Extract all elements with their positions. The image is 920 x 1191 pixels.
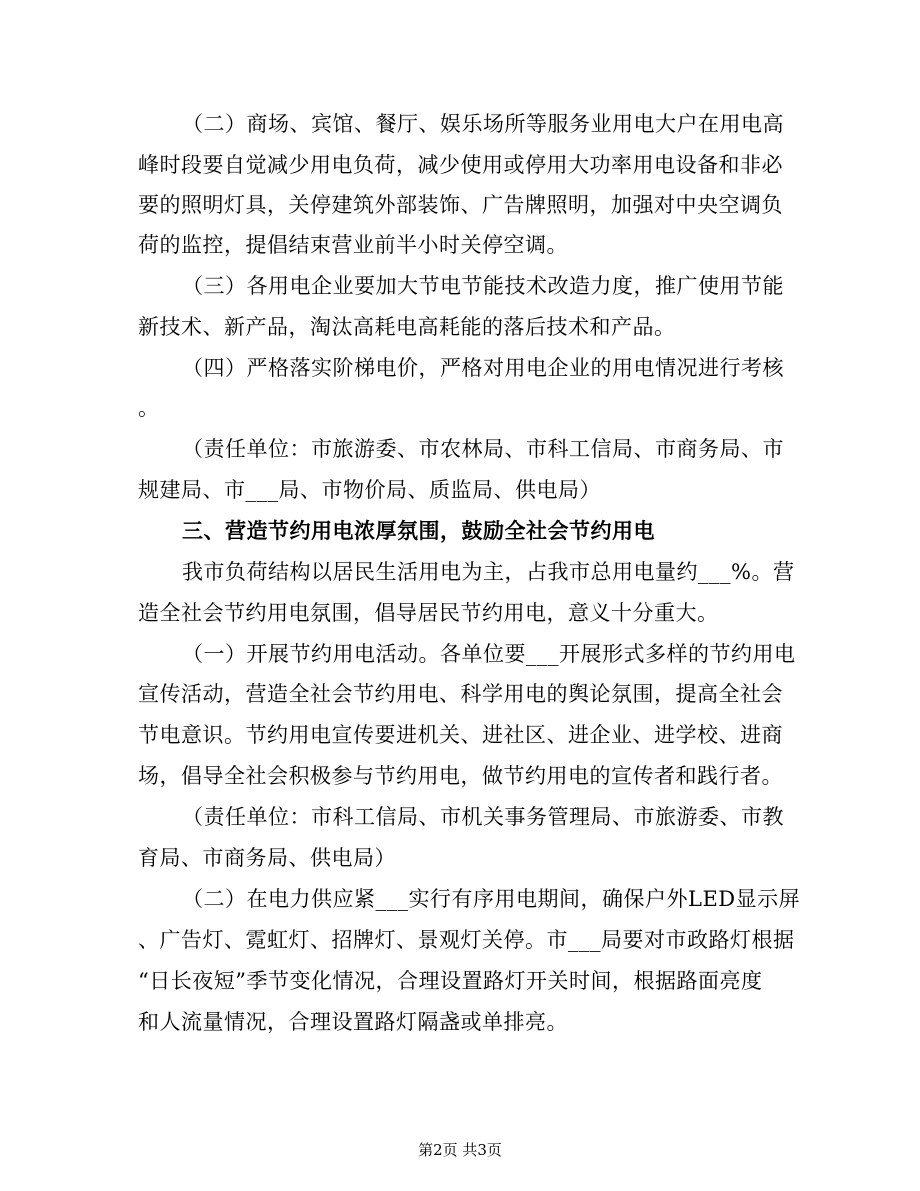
responsibility-line-2: 规建局、市___局、市物价局、质监局、供电局） — [138, 478, 601, 502]
paragraph-4-line-1: （四）严格落实阶梯电价，严格对用电企业的用电情况进行考核 — [182, 356, 784, 380]
activity-line-4: 场，倡导全社会积极参与节约用电，做节约用电的宣传者和践行者。 — [138, 764, 783, 788]
paragraph-3-line-1: （三）各用电企业要加大节电节能技术改造力度，推广使用节能 — [182, 274, 784, 298]
responsibility-2-line-1: （责任单位：市科工信局、市机关事务管理局、市旅游委、市教 — [182, 805, 784, 829]
responsibility-line-1: （责任单位：市旅游委、市农林局、市科工信局、市商务局、市 — [182, 437, 784, 461]
paragraph-2-line-1: （二）商场、宾馆、餐厅、娱乐场所等服务业用电大户在用电高 — [182, 112, 784, 136]
page-number-footer: 第2页 共3页 — [418, 1141, 502, 1159]
paragraph-4-line-2: 。 — [138, 396, 160, 420]
activity-line-1: （一）开展节约用电活动。各单位要___开展形式多样的节约用电 — [182, 642, 796, 666]
paragraph-2-line-3: 要的照明灯具，关停建筑外部装饰、广告牌照明，加强对中央空调负 — [138, 193, 783, 217]
activity-line-3: 节电意识。节约用电宣传要进机关、进社区、进企业、进学校、进商 — [138, 723, 783, 747]
lighting-line-2: 、广告灯、霓虹灯、招牌灯、景观灯关停。市___局要对市政路灯根据 — [138, 928, 795, 952]
lighting-line-3: “日长夜短”季节变化情况，合理设置路灯开关时间，根据路面亮度 — [138, 969, 763, 993]
intro-line-2: 造全社会节约用电氛围，倡导居民节约用电，意义十分重大。 — [138, 601, 719, 625]
responsibility-2-line-2: 育局、市商务局、供电局） — [138, 846, 396, 870]
lighting-line-1: （二）在电力供应紧___实行有序用电期间，确保户外LED显示屏 — [182, 887, 801, 911]
paragraph-3-line-2: 新技术、新产品，淘汰高耗电高耗能的落后技术和产品。 — [138, 315, 676, 339]
section-heading: 三、营造节约用电浓厚氛围，鼓励全社会节约用电 — [182, 519, 655, 543]
paragraph-2-line-4: 荷的监控，提倡结束营业前半小时关停空调。 — [138, 233, 568, 257]
paragraph-2-line-2: 峰时段要自觉减少用电负荷，减少使用或停用大功率用电设备和非必 — [138, 153, 783, 177]
intro-line-1: 我市负荷结构以居民生活用电为主，占我市总用电量约___%。营 — [182, 560, 795, 584]
activity-line-2: 宣传活动，营造全社会节约用电、科学用电的舆论氛围，提高全社会 — [138, 682, 783, 706]
lighting-line-4: 和人流量情况，合理设置路灯隔盏或单排亮。 — [138, 1010, 568, 1034]
